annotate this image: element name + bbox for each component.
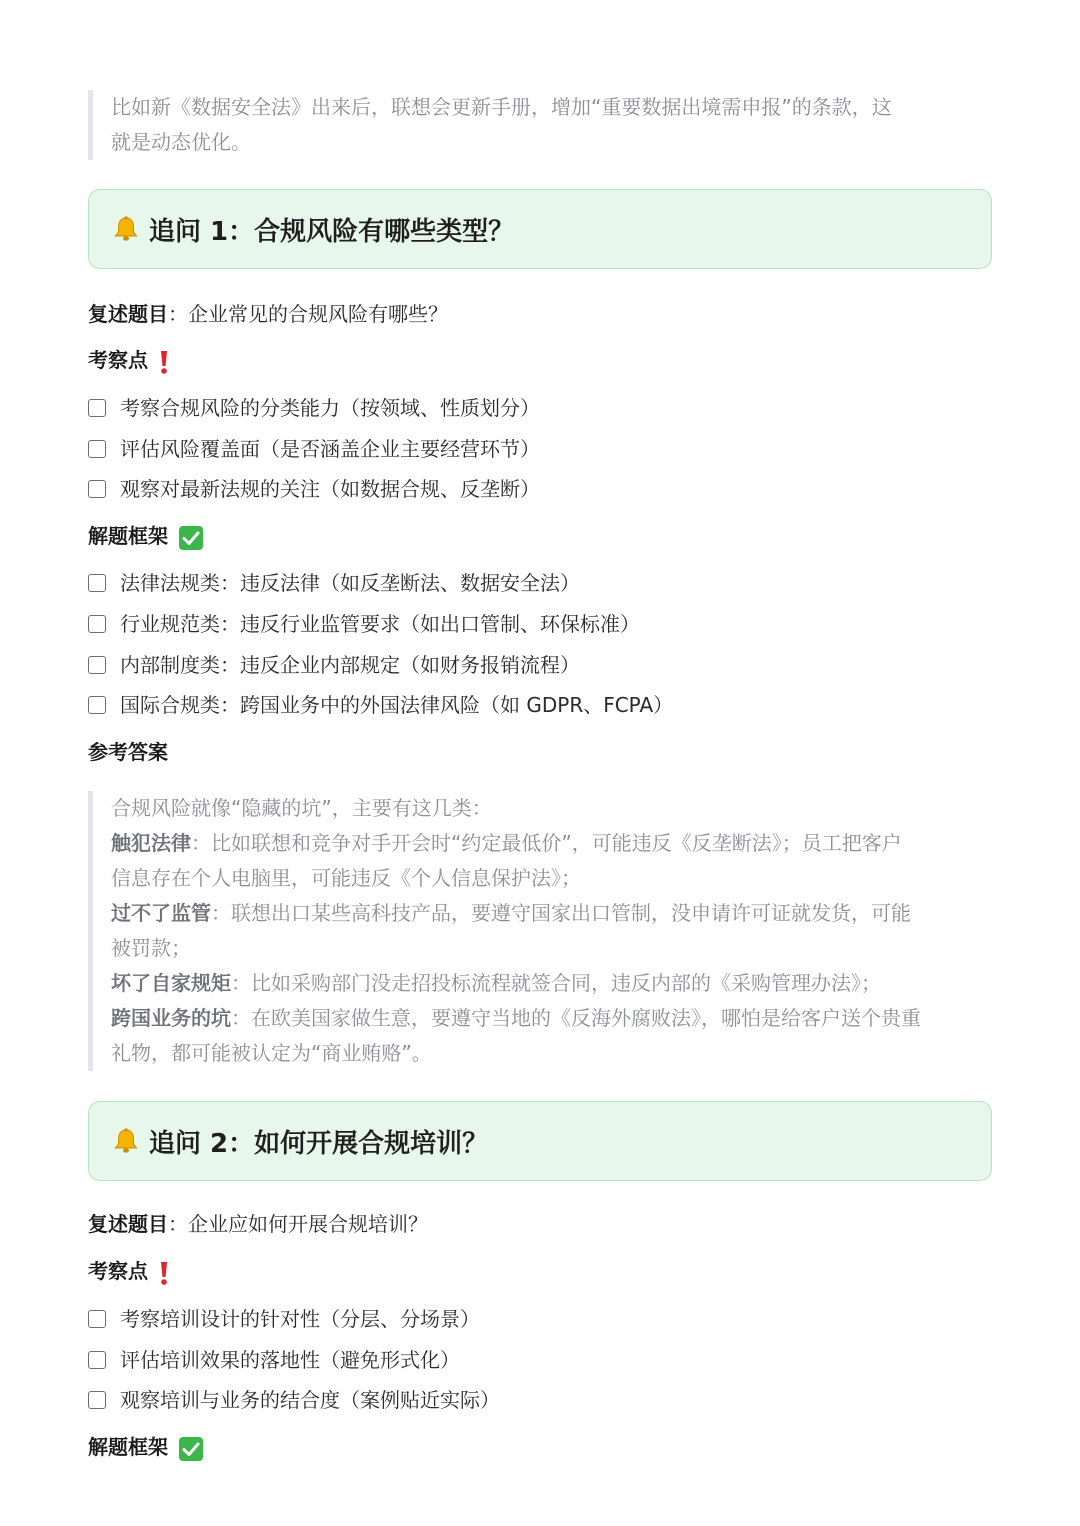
restate-label: 复述题目 [88,302,168,326]
question-1-title: 追问 1：合规风险有哪些类型？ [149,216,515,247]
checkbox-icon[interactable] [88,440,106,458]
points-label: 考察点 [88,1259,148,1283]
checklist-item-text: 法律法规类：违反法律（如反垄断法、数据安全法） [120,571,580,595]
restate-question-2 [88,1209,428,1239]
green-check-icon [178,1436,204,1462]
green-check-icon [178,525,204,551]
restate-question-1 [88,299,448,329]
answer-text: ：比如采购部门没走招投标流程就签合同，违反内部的《采购管理办法》； [231,971,881,995]
checklist-item-text: 评估培训效果的落地性（避免形式化） [120,1348,460,1372]
checklist-item-text: 评估风险覆盖面（是否涵盖企业主要经营环节） [120,437,540,461]
bell-icon [113,1127,139,1155]
reference-answer-quote [88,791,992,1071]
bell-icon [113,215,139,243]
restate-text: ：企业常见的合规风险有哪些？ [168,302,448,326]
intro-quote-line: 就是动态优化。 [111,130,251,154]
points-label: 考察点 [88,348,148,372]
intro-quote [88,90,992,160]
restate-text: ：企业应如何开展合规培训？ [168,1212,428,1236]
answer-text: ：在欧美国家做生意，要遵守当地的《反海外腐败法》，哪怕是给客户送个贵重 [231,1006,921,1030]
checkbox-icon[interactable] [88,696,106,714]
checklist-item[interactable] [88,474,540,504]
answer-line [111,896,992,931]
checklist-item-text: 国际合规类：跨国业务中的外国法律风险（如 GDPR、FCPA） [120,693,674,717]
question-2-title: 追问 2：如何开展合规培训？ [149,1128,489,1159]
checklist-item[interactable] [88,609,640,639]
answer-bold-label: 跨国业务的坑 [111,1006,231,1030]
checkbox-icon[interactable] [88,399,106,417]
answer-line: 合规风险就像“隐藏的坑”，主要有这几类： [111,796,492,820]
checklist-item-text: 行业规范类：违反行业监管要求（如出口管制、环保标准） [120,612,640,636]
question-2-header [88,1101,992,1181]
checklist-item[interactable] [88,1385,500,1415]
framework-label: 解题框架 [88,1435,168,1459]
checklist-item[interactable] [88,1304,480,1334]
checklist-item-text: 观察培训与业务的结合度（案例贴近实际） [120,1388,500,1412]
checklist-item[interactable] [88,690,673,720]
answer-bold-label: 过不了监管 [111,901,211,925]
checkbox-icon[interactable] [88,574,106,592]
checkbox-icon[interactable] [88,1310,106,1328]
checklist-item-text: 内部制度类：违反企业内部规定（如财务报销流程） [120,653,580,677]
answer-heading-1 [88,737,168,767]
checklist-item[interactable] [88,393,540,423]
red-exclamation-icon [158,1260,170,1286]
checkbox-icon[interactable] [88,1351,106,1369]
answer-line [111,966,992,1001]
points-heading-1 [88,345,170,375]
restate-label: 复述题目 [88,1212,168,1236]
checkbox-icon[interactable] [88,1391,106,1409]
checkbox-icon[interactable] [88,615,106,633]
question-1-header [88,189,992,269]
answer-line [111,826,992,861]
checklist-item[interactable] [88,568,580,598]
checklist-item[interactable] [88,434,540,464]
answer-text: ：比如联想和竞争对手开会时“约定最低价”，可能违反《反垄断法》；员工把客户 [191,831,902,855]
answer-line: 被罚款； [111,936,191,960]
checklist-item[interactable] [88,650,580,680]
answer-line: 礼物，都可能被认定为“商业贿赂”。 [111,1041,432,1065]
answer-line [111,1001,992,1036]
checklist-item-text: 考察合规风险的分类能力（按领域、性质划分） [120,396,540,420]
answer-text: ：联想出口某些高科技产品，要遵守国家出口管制，没申请许可证就发货，可能 [211,901,911,925]
checkbox-icon[interactable] [88,656,106,674]
red-exclamation-icon [158,349,170,375]
checkbox-icon[interactable] [88,480,106,498]
framework-heading-2 [88,1432,204,1462]
intro-quote-line: 比如新《数据安全法》出来后，联想会更新手册，增加“重要数据出境需申报”的条款，这 [111,95,892,119]
answer-label: 参考答案 [88,740,168,764]
checklist-item[interactable] [88,1345,460,1375]
framework-label: 解题框架 [88,524,168,548]
answer-bold-label: 触犯法律 [111,831,191,855]
points-heading-2 [88,1256,170,1286]
framework-heading-1 [88,521,204,551]
answer-line: 信息存在个人电脑里，可能违反《个人信息保护法》； [111,866,581,890]
checklist-item-text: 考察培训设计的针对性（分层、分场景） [120,1307,480,1331]
checklist-item-text: 观察对最新法规的关注（如数据合规、反垄断） [120,477,540,501]
answer-bold-label: 坏了自家规矩 [111,971,231,995]
